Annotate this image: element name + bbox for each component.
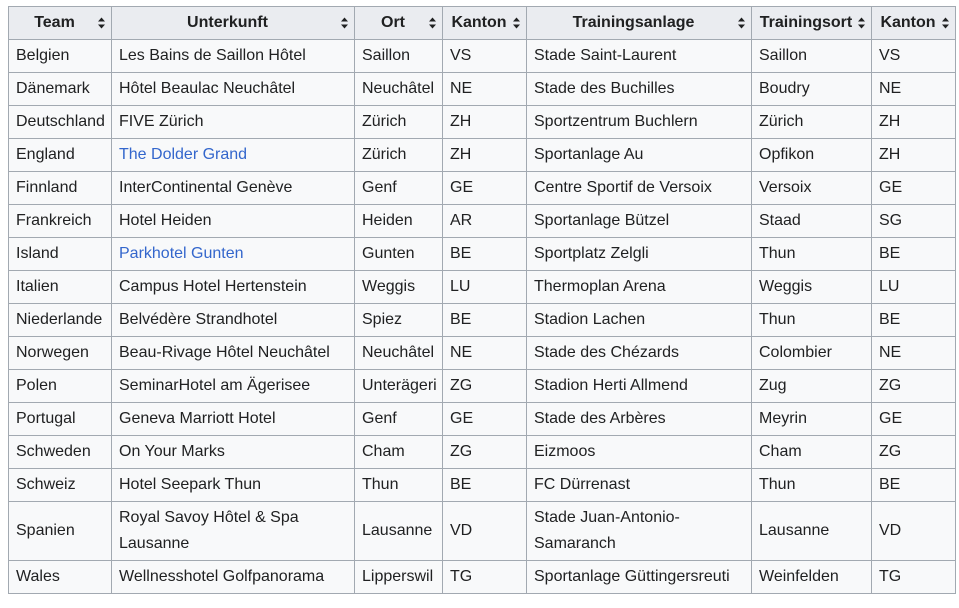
hotel-link[interactable]: Parkhotel Gunten bbox=[119, 245, 244, 262]
sort-icon[interactable] bbox=[738, 18, 745, 29]
trainingsanlage-cell: Stade des Arbères bbox=[527, 403, 752, 436]
trainingsort-cell: Thun bbox=[752, 238, 872, 271]
kanton-cell: ZH bbox=[443, 106, 527, 139]
kanton-training-cell: VS bbox=[872, 40, 956, 73]
team-cell: Dänemark bbox=[9, 73, 112, 106]
trainingsanlage-cell: Stade Saint-Laurent bbox=[527, 40, 752, 73]
kanton-cell: AR bbox=[443, 205, 527, 238]
kanton-training-cell: BE bbox=[872, 238, 956, 271]
column-header-team[interactable]: Team bbox=[9, 7, 112, 40]
team-cell: Schweden bbox=[9, 436, 112, 469]
ort-cell: Gunten bbox=[355, 238, 443, 271]
ort-cell: Neuchâtel bbox=[355, 73, 443, 106]
ort-cell: Cham bbox=[355, 436, 443, 469]
trainingsort-cell: Meyrin bbox=[752, 403, 872, 436]
kanton-training-cell: NE bbox=[872, 73, 956, 106]
kanton-cell: GE bbox=[443, 172, 527, 205]
table-row bbox=[9, 469, 956, 502]
unterkunft-cell: Hotel Heiden bbox=[112, 205, 355, 238]
ort-cell: Zürich bbox=[355, 139, 443, 172]
trainingsort-cell: Cham bbox=[752, 436, 872, 469]
kanton-training-cell: ZH bbox=[872, 106, 956, 139]
teams-table bbox=[8, 6, 956, 594]
team-cell: Polen bbox=[9, 370, 112, 403]
kanton-training-cell: ZG bbox=[872, 370, 956, 403]
column-header-trainingsanlage[interactable]: Trainingsanlage bbox=[527, 7, 752, 40]
ort-cell: Weggis bbox=[355, 271, 443, 304]
sort-icon[interactable] bbox=[429, 18, 436, 29]
trainingsort-cell: Boudry bbox=[752, 73, 872, 106]
unterkunft-cell: On Your Marks bbox=[112, 436, 355, 469]
kanton-cell: VS bbox=[443, 40, 527, 73]
unterkunft-cell: Geneva Marriott Hotel bbox=[112, 403, 355, 436]
kanton-training-cell: GE bbox=[872, 403, 956, 436]
unterkunft-cell: Hotel Seepark Thun bbox=[112, 469, 355, 502]
unterkunft-cell: SeminarHotel am Ägerisee bbox=[112, 370, 355, 403]
kanton-training-cell: LU bbox=[872, 271, 956, 304]
kanton-training-cell: BE bbox=[872, 304, 956, 337]
table-row bbox=[9, 337, 956, 370]
trainingsort-cell: Thun bbox=[752, 469, 872, 502]
table-row bbox=[9, 561, 956, 594]
kanton-cell: ZG bbox=[443, 370, 527, 403]
kanton-cell: BE bbox=[443, 238, 527, 271]
kanton-cell: ZH bbox=[443, 139, 527, 172]
kanton-cell: LU bbox=[443, 271, 527, 304]
trainingsanlage-cell: Sportanlage Bützel bbox=[527, 205, 752, 238]
trainingsort-cell: Zürich bbox=[752, 106, 872, 139]
team-cell: Wales bbox=[9, 561, 112, 594]
ort-cell: Neuchâtel bbox=[355, 337, 443, 370]
ort-cell: Genf bbox=[355, 172, 443, 205]
table-row bbox=[9, 304, 956, 337]
ort-cell: Lausanne bbox=[355, 502, 443, 561]
ort-cell: Lipperswil bbox=[355, 561, 443, 594]
unterkunft-cell: Royal Savoy Hôtel & Spa Lausanne bbox=[112, 502, 355, 561]
unterkunft-cell: Belvédère Strandhotel bbox=[112, 304, 355, 337]
unterkunft-cell: FIVE Zürich bbox=[112, 106, 355, 139]
column-header-ort[interactable]: Ort bbox=[355, 7, 443, 40]
column-header-kanton[interactable]: Kanton bbox=[443, 7, 527, 40]
trainingsanlage-cell: Sportanlage Au bbox=[527, 139, 752, 172]
trainingsanlage-cell: Sportplatz Zelgli bbox=[527, 238, 752, 271]
kanton-cell: TG bbox=[443, 561, 527, 594]
kanton-training-cell: ZH bbox=[872, 139, 956, 172]
team-cell: Frankreich bbox=[9, 205, 112, 238]
unterkunft-cell: Hôtel Beaulac Neuchâtel bbox=[112, 73, 355, 106]
sort-icon[interactable] bbox=[513, 18, 520, 29]
team-cell: Belgien bbox=[9, 40, 112, 73]
table-row bbox=[9, 271, 956, 304]
table-row bbox=[9, 502, 956, 561]
table-row bbox=[9, 436, 956, 469]
sort-icon[interactable] bbox=[341, 18, 348, 29]
team-cell: Island bbox=[9, 238, 112, 271]
trainingsort-cell: Thun bbox=[752, 304, 872, 337]
unterkunft-cell: Campus Hotel Hertenstein bbox=[112, 271, 355, 304]
trainingsanlage-cell: FC Dürrenast bbox=[527, 469, 752, 502]
unterkunft-cell bbox=[112, 139, 355, 172]
trainingsanlage-cell: Sportanlage Güttingersreuti bbox=[527, 561, 752, 594]
table-row bbox=[9, 139, 956, 172]
sort-icon[interactable] bbox=[98, 18, 105, 29]
kanton-training-cell: SG bbox=[872, 205, 956, 238]
trainingsort-cell: Opfikon bbox=[752, 139, 872, 172]
trainingsort-cell: Weggis bbox=[752, 271, 872, 304]
kanton-training-cell: NE bbox=[872, 337, 956, 370]
ort-cell: Spiez bbox=[355, 304, 443, 337]
kanton-training-cell: TG bbox=[872, 561, 956, 594]
table-row bbox=[9, 205, 956, 238]
unterkunft-cell: Les Bains de Saillon Hôtel bbox=[112, 40, 355, 73]
trainingsanlage-cell: Stade des Chézards bbox=[527, 337, 752, 370]
trainingsanlage-cell: Stadion Herti Allmend bbox=[527, 370, 752, 403]
ort-cell: Unterägeri bbox=[355, 370, 443, 403]
team-cell: Spanien bbox=[9, 502, 112, 561]
trainingsanlage-cell: Stade des Buchilles bbox=[527, 73, 752, 106]
table-row bbox=[9, 73, 956, 106]
trainingsort-cell: Lausanne bbox=[752, 502, 872, 561]
trainingsanlage-cell: Stade Juan-Antonio-Samaranch bbox=[527, 502, 752, 561]
team-cell: Italien bbox=[9, 271, 112, 304]
kanton-cell: GE bbox=[443, 403, 527, 436]
unterkunft-cell: InterContinental Genève bbox=[112, 172, 355, 205]
sort-icon[interactable] bbox=[942, 18, 949, 29]
unterkunft-cell: Wellnesshotel Golfpanorama bbox=[112, 561, 355, 594]
trainingsanlage-cell: Thermoplan Arena bbox=[527, 271, 752, 304]
sort-icon[interactable] bbox=[858, 18, 865, 29]
kanton-training-cell: BE bbox=[872, 469, 956, 502]
table-row bbox=[9, 40, 956, 73]
table-row bbox=[9, 403, 956, 436]
trainingsort-cell: Saillon bbox=[752, 40, 872, 73]
table-row bbox=[9, 172, 956, 205]
trainingsort-cell: Weinfelden bbox=[752, 561, 872, 594]
team-cell: Norwegen bbox=[9, 337, 112, 370]
team-cell: Deutschland bbox=[9, 106, 112, 139]
column-header-kanton-training[interactable]: Kanton bbox=[872, 7, 956, 40]
ort-cell: Zürich bbox=[355, 106, 443, 139]
table-row bbox=[9, 106, 956, 139]
kanton-cell: VD bbox=[443, 502, 527, 561]
header-row bbox=[9, 7, 956, 40]
hotel-link[interactable]: The Dolder Grand bbox=[119, 146, 248, 163]
trainingsanlage-cell: Stadion Lachen bbox=[527, 304, 752, 337]
team-cell: Portugal bbox=[9, 403, 112, 436]
kanton-training-cell: VD bbox=[872, 502, 956, 561]
team-cell: Schweiz bbox=[9, 469, 112, 502]
column-header-unterkunft[interactable]: Unterkunft bbox=[112, 7, 355, 40]
team-cell: Niederlande bbox=[9, 304, 112, 337]
trainingsort-cell: Versoix bbox=[752, 172, 872, 205]
team-cell: Finnland bbox=[9, 172, 112, 205]
ort-cell: Thun bbox=[355, 469, 443, 502]
kanton-cell: BE bbox=[443, 304, 527, 337]
trainingsanlage-cell: Eizmoos bbox=[527, 436, 752, 469]
unterkunft-cell bbox=[112, 238, 355, 271]
kanton-cell: ZG bbox=[443, 436, 527, 469]
trainingsort-cell: Staad bbox=[752, 205, 872, 238]
ort-cell: Heiden bbox=[355, 205, 443, 238]
ort-cell: Genf bbox=[355, 403, 443, 436]
column-header-trainingsort[interactable]: Trainingsort bbox=[752, 7, 872, 40]
trainingsort-cell: Colombier bbox=[752, 337, 872, 370]
table-row bbox=[9, 370, 956, 403]
kanton-training-cell: GE bbox=[872, 172, 956, 205]
kanton-cell: BE bbox=[443, 469, 527, 502]
unterkunft-cell: Beau-Rivage Hôtel Neuchâtel bbox=[112, 337, 355, 370]
ort-cell: Saillon bbox=[355, 40, 443, 73]
kanton-cell: NE bbox=[443, 337, 527, 370]
trainingsanlage-cell: Centre Sportif de Versoix bbox=[527, 172, 752, 205]
team-cell: England bbox=[9, 139, 112, 172]
table-row bbox=[9, 238, 956, 271]
trainingsanlage-cell: Sportzentrum Buchlern bbox=[527, 106, 752, 139]
kanton-cell: NE bbox=[443, 73, 527, 106]
trainingsort-cell: Zug bbox=[752, 370, 872, 403]
kanton-training-cell: ZG bbox=[872, 436, 956, 469]
